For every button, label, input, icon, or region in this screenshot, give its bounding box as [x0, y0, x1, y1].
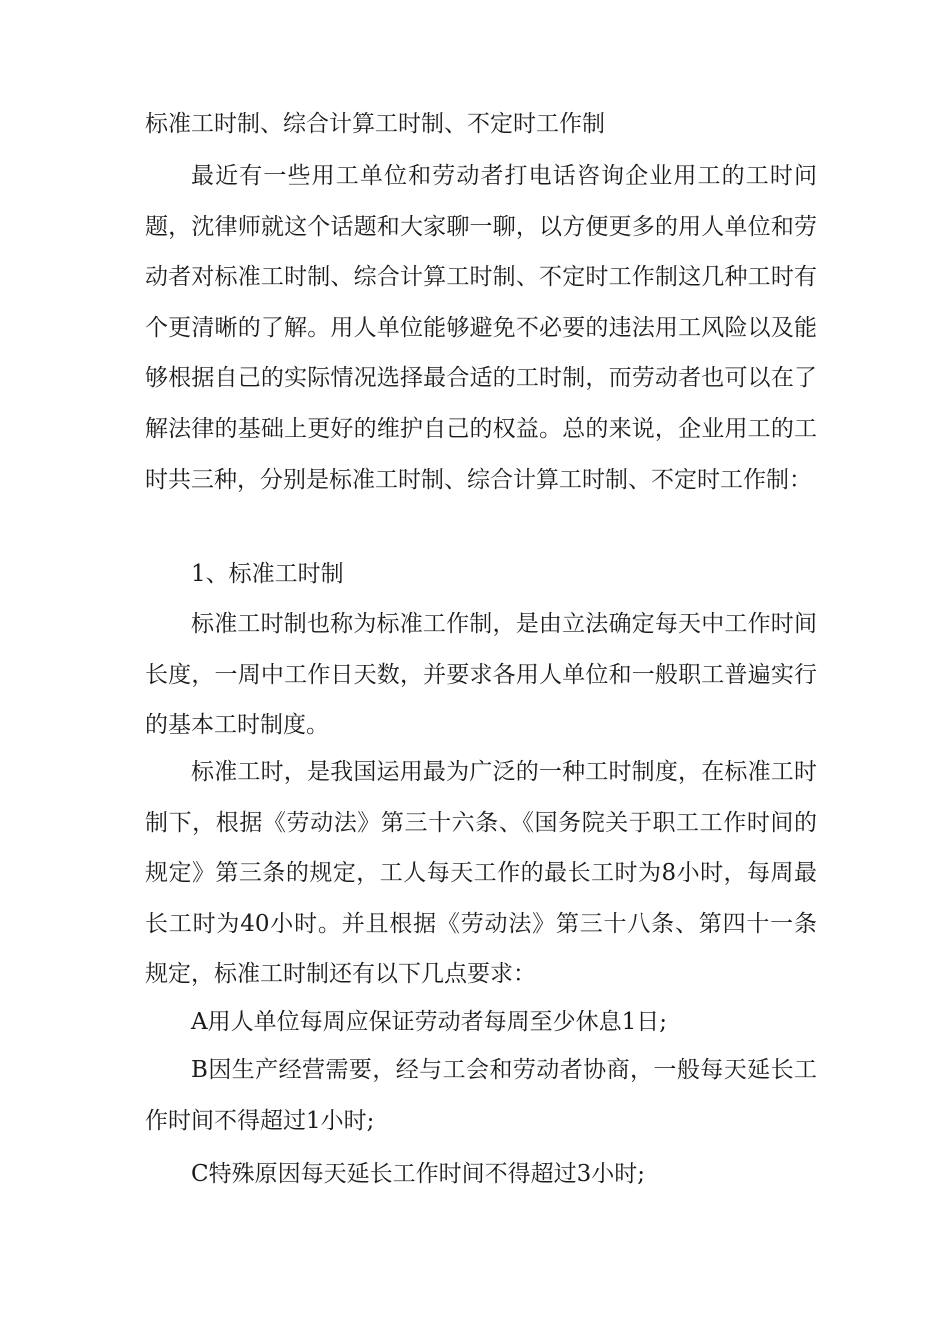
definition-paragraph: 标准工时制也称为标准工作制，是由立法确定每天中工作时间长度，一周中工作日天数，并要求各用人单位和一般职工普遍实行的基本工时制度。 — [145, 611, 817, 739]
section-heading-standard-hours: 1、标准工时制 — [191, 561, 344, 587]
requirement-c: C特殊原因每天延长工作时间不得超过3小时; — [191, 1161, 645, 1187]
requirement-a: A用人单位每周应保证劳动者每周至少休息1日; — [191, 1009, 667, 1035]
legal-basis-paragraph: 标准工时，是我国运用最为广泛的一种工时制度，在标准工时制下，根据《劳动法》第三十六条、《国务院关于职工工作时间的规定》第三条的规定，工人每天工作的最长工时为8小时，每周最长工时为40小时。并且根据《劳动法》第三十八条、第四十一条规定，标准工时制还有以下几点要求： — [145, 759, 817, 988]
requirement-b: B因生产经营需要，经与工会和劳动者协商，一般每天延长工作时间不得超过1小时; — [145, 1057, 817, 1134]
intro-paragraph: 最近有一些用工单位和劳动者打电话咨询企业用工的工时问题，沈律师就这个话题和大家聊一聊，以方便更多的用人单位和劳动者对标准工时制、综合计算工时制、不定时工作制这几种工时有个更清晰的了解。用人单位能够避免不必要的违法用工风险以及能够根据自己的实际情况选择最合适的工时制，而劳动者也可以在了解法律的基础上更好的维护自己的权益。总的来说，企业用工的工时共三种，分别是标准工时制、综合计算工时制、不定时工作制： — [145, 163, 817, 493]
document-title: 标准工时制、综合计算工时制、不定时工作制 — [145, 111, 605, 137]
